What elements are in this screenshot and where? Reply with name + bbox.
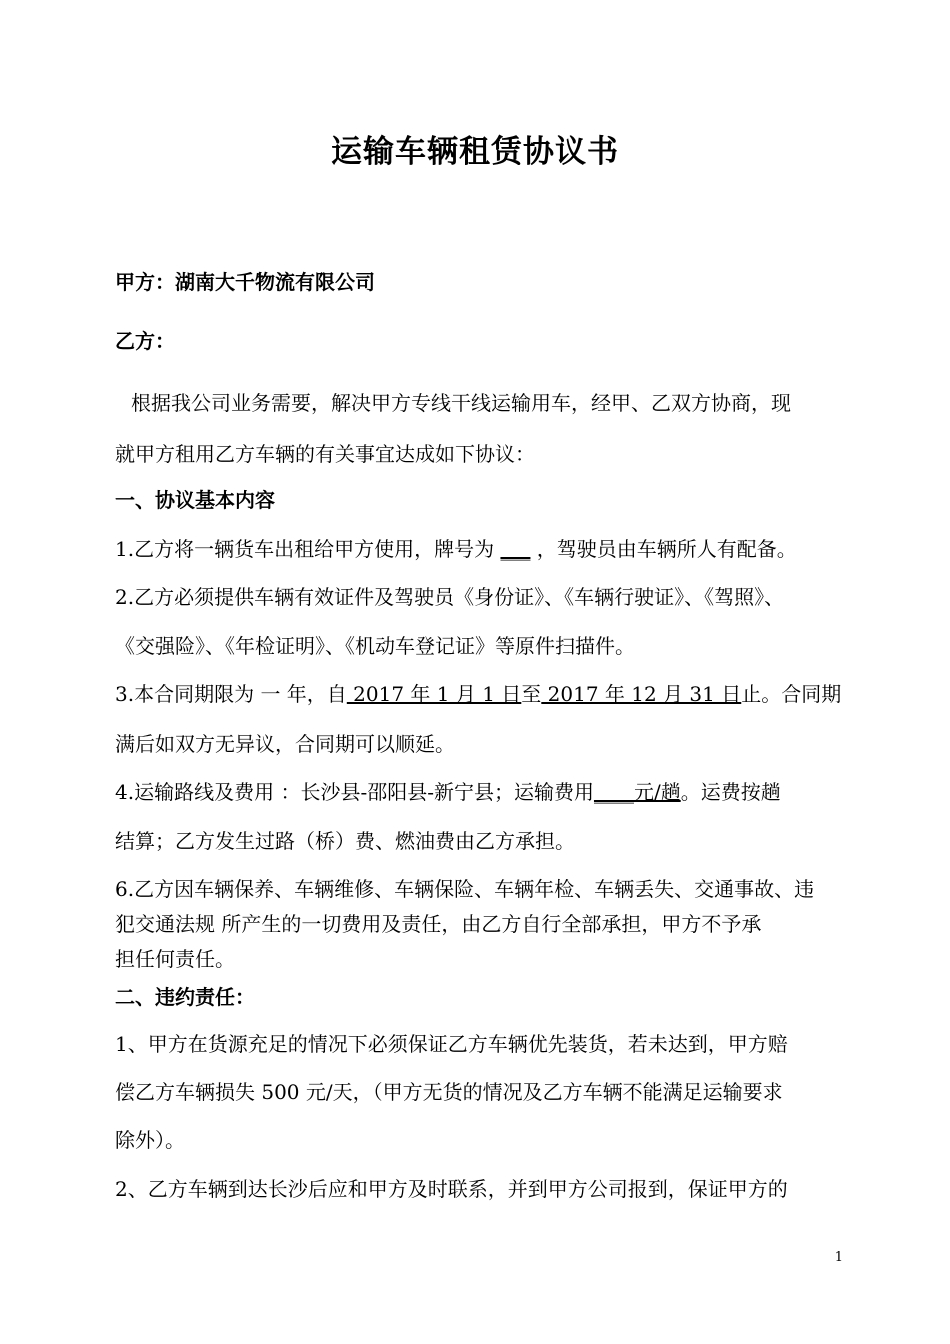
item3-text-before: 3.本合同期限为 一 年，自 <box>115 682 347 706</box>
contract-start-date: 2017 年 1 月 1 日 <box>346 682 522 706</box>
party-b: 乙方： <box>115 329 175 353</box>
document-title: 运输车辆租赁协议书 <box>331 134 619 170</box>
section1-item1 <box>115 535 797 563</box>
item4-text-after: 。运费按趟 <box>680 780 781 804</box>
section1-item2-line2: 《交强险》、《年检证明》、《机动车登记证》等原件扫描件。 <box>115 634 635 658</box>
section1-item6-line2: 犯交通法规 所产生的一切费用及责任，由乙方自行全部承担，甲方不予承 <box>115 912 762 936</box>
section2-heading: 二、违约责任： <box>115 985 255 1009</box>
item1-text-after: ，驾驶员由车辆所人有配备。 <box>530 537 797 561</box>
item4-text-before: 4.运输路线及费用 ：长沙县-邵阳县-新宁县；运输费用 <box>115 780 594 804</box>
party-a: 甲方：湖南大千物流有限公司 <box>115 270 375 294</box>
item1-text-before: 1.乙方将一辆货车出租给甲方使用，牌号为 <box>115 537 501 561</box>
item3-text-after: 止。合同期 <box>741 682 842 706</box>
freight-fee-blank: ____元/趟 <box>593 780 681 804</box>
section1-item2-line1: 2.乙方必须提供车辆有效证件及驾驶员《身份证》、《车辆行驶证》、《驾照》、 <box>115 585 785 609</box>
section2-item2-line1: 2、乙方车辆到达长沙后应和甲方及时联系，并到甲方公司报到，保证甲方的 <box>115 1177 788 1201</box>
section2-item1-line2: 偿乙方车辆损失 500 元/天，（甲方无货的情况及乙方车辆不能满足运输要求 <box>115 1080 783 1104</box>
section1-item4 <box>115 778 781 806</box>
section1-item4-line2: 结算；乙方发生过路（桥）费、燃油费由乙方承担。 <box>115 829 575 853</box>
contract-end-date: 2017 年 12 月 31 日 <box>541 682 742 706</box>
section1-item6-line1: 6.乙方因车辆保养、车辆维修、车辆保险、车辆年检、车辆丢失、交通事故、违 <box>115 877 815 901</box>
section2-item1-line3: 除外）。 <box>115 1128 185 1152</box>
section1-item3-line2: 满后如双方无异议，合同期可以顺延。 <box>115 732 455 756</box>
intro-line-1: 根据我公司业务需要，解决甲方专线干线运输用车，经甲、乙双方协商，现 <box>131 391 791 415</box>
page-number: 1 <box>834 1250 843 1265</box>
plate-number-blank: ___ <box>500 537 531 561</box>
section1-heading: 一、协议基本内容 <box>115 488 275 512</box>
item3-text-middle: 至 <box>521 682 542 706</box>
section1-item6-line3: 担任何责任。 <box>115 947 235 971</box>
intro-line-2: 就甲方租用乙方车辆的有关事宜达成如下协议： <box>115 442 535 466</box>
section1-item3 <box>115 680 841 708</box>
section2-item1-line1: 1、甲方在货源充足的情况下必须保证乙方车辆优先装货，若未达到，甲方赔 <box>115 1032 788 1056</box>
